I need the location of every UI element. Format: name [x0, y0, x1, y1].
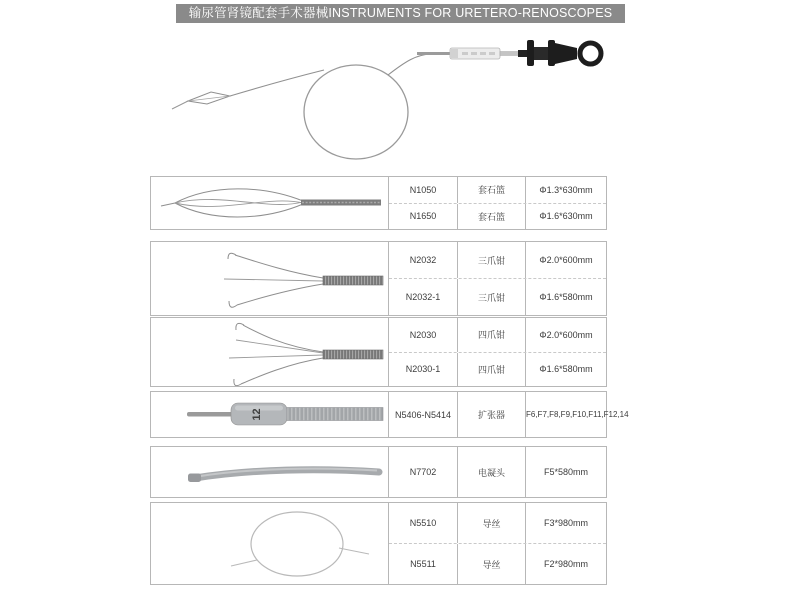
- spec-value: F6,F7,F8,F9,F10,F11,F12,14: [526, 410, 629, 419]
- table-group-stone-basket: [150, 176, 607, 230]
- instrument-name: 导丝: [458, 503, 526, 543]
- table-row: [389, 318, 606, 352]
- table-row: [389, 447, 606, 497]
- instrument-name: 电凝头: [458, 447, 526, 497]
- instrument-name: 套石篮: [458, 204, 526, 230]
- spec-value: Φ1.6*630mm: [539, 211, 593, 222]
- model-number: N1650: [389, 204, 458, 230]
- guidewire-image: [151, 503, 389, 584]
- spec-value: Φ2.0*600mm: [539, 255, 593, 265]
- table-group-three-prong: [150, 241, 607, 316]
- table-group-four-prong: [150, 317, 607, 387]
- dilator-image: [151, 392, 389, 437]
- table-row: [389, 392, 629, 437]
- instrument-name: 四爪钳: [458, 318, 526, 352]
- table-group-dilator: [150, 391, 629, 438]
- model-number: N2032: [389, 242, 458, 278]
- table-row: [389, 278, 606, 315]
- instrument-name: 三爪钳: [458, 242, 526, 278]
- spec-value: Φ2.0*600mm: [539, 329, 593, 340]
- spec-value: F3*980mm: [543, 518, 588, 528]
- page-title: 输尿管肾镜配套手术器械INSTRUMENTS FOR URETERO-RENOSCOPES: [176, 4, 625, 23]
- model-number: N1050: [389, 177, 458, 203]
- table-row: [389, 242, 606, 278]
- model-number: N2030-1: [389, 353, 458, 387]
- spec-value: F5*580mm: [543, 467, 588, 477]
- spec-value: Φ1.6*580mm: [539, 364, 593, 375]
- model-number: N5406-N5414: [389, 392, 458, 437]
- table-row: [389, 203, 606, 230]
- table-group-guidewire: [150, 502, 607, 585]
- hero-instrument-image: [150, 28, 630, 173]
- instrument-name: 扩张器: [458, 392, 526, 437]
- four-prong-grasper-image: [151, 318, 389, 386]
- dilator-size-marking: 12: [250, 408, 263, 421]
- instrument-name: 套石篮: [458, 177, 526, 203]
- electrocoagulation-head-image: [151, 447, 389, 497]
- model-number: N5510: [389, 503, 458, 543]
- instrument-name: 四爪钳: [458, 353, 526, 387]
- model-number: N2032-1: [389, 279, 458, 315]
- model-number: N5511: [389, 544, 458, 584]
- instrument-name: 导丝: [458, 544, 526, 584]
- table-row: [389, 503, 606, 543]
- spec-value: Φ1.6*580mm: [539, 292, 593, 302]
- model-number: N7702: [389, 447, 458, 497]
- stone-basket-image: [151, 177, 389, 229]
- instrument-name: 三爪钳: [458, 279, 526, 315]
- table-row: [389, 177, 606, 203]
- table-row: [389, 543, 606, 584]
- model-number: N2030: [389, 318, 458, 352]
- spec-value: Φ1.3*630mm: [539, 184, 593, 195]
- three-prong-grasper-image: [151, 242, 389, 315]
- spec-value: F2*980mm: [543, 559, 588, 569]
- table-row: [389, 352, 606, 387]
- table-group-electro-head: [150, 446, 607, 498]
